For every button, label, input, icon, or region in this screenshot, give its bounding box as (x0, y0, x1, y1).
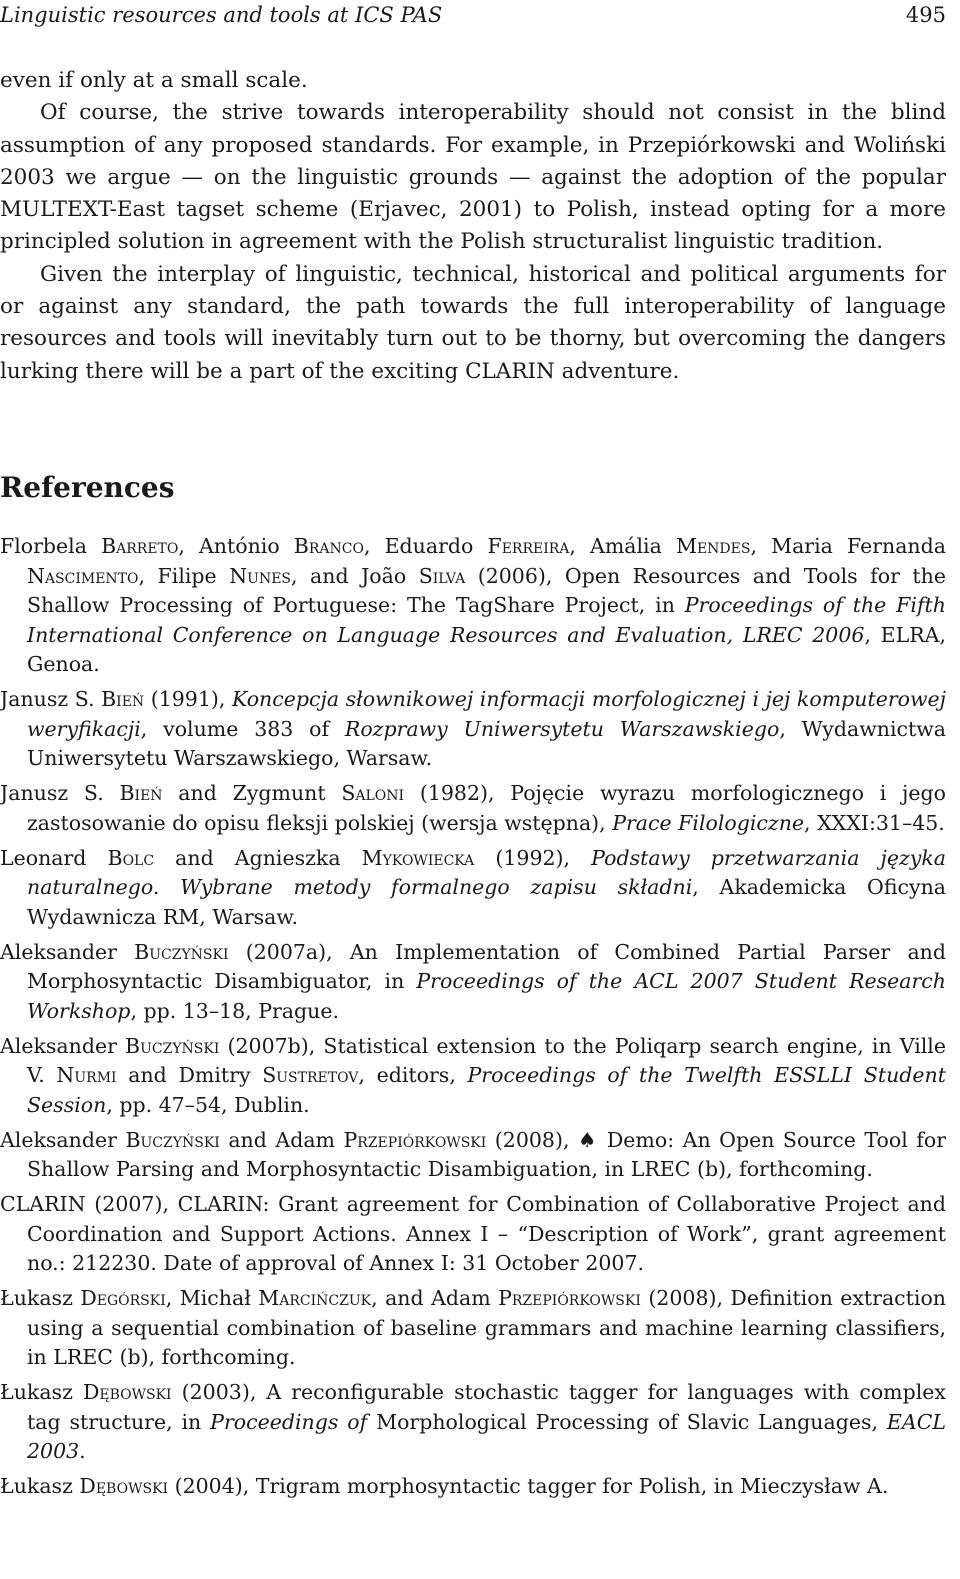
reference-entry (0, 532, 946, 680)
running-title: Linguistic resources and tools at ICS PAS (0, 3, 443, 27)
ref-text: , and Adam (371, 1286, 499, 1310)
ref-text: (1991), (144, 687, 232, 711)
ref-text: Janusz S. (0, 687, 102, 711)
ref-text: , pp. 47–54, Dublin. (106, 1092, 310, 1117)
ref-text: , Michał (165, 1286, 259, 1310)
ref-text: (2006), Open Resources and Tools for the Shallow Processing of Portuguese: The TagShare Project, in (27, 563, 946, 617)
author-surname: Bolc (107, 845, 155, 870)
ref-text: , and João (291, 563, 419, 588)
ref-text: , volume 383 of (140, 716, 345, 741)
author-surname: Nunes (229, 563, 291, 588)
ref-text: Aleksander (0, 939, 135, 964)
ref-text: (2004), Trigram morphosyntactic tagger for Polish, in Mieczysław A. (168, 1474, 889, 1498)
ref-text: (1982), Pojęcie wyrazu morfologicznego i jego zastosowanie do opisu fleksji polskiej (wersja wstępna), (27, 781, 946, 835)
author-surname: Nascimento (27, 563, 139, 588)
references-heading: References (0, 471, 175, 504)
ref-text: , ELRA, Genoa. (27, 622, 947, 676)
ref-text: Aleksander (0, 1033, 126, 1058)
reference-entry (0, 1032, 946, 1121)
author-surname: Mendes (675, 534, 751, 558)
author-surname: Nurmi (56, 1063, 117, 1087)
paragraph-continuation: even if only at a small scale. (0, 68, 308, 93)
ref-text: (2008), Definition extraction using a sequential combination of baseline grammars and machine learning classifiers, in LREC (b), forthcoming. (27, 1286, 946, 1369)
author-surname: Mykowiecka (361, 845, 475, 870)
ref-text: , Maria Fernanda (750, 534, 946, 558)
author-surname: Sustretov (262, 1063, 359, 1087)
author-surname: Dębowski (82, 1380, 172, 1404)
venue-title: Proceedings of the ACL 2007 Student Research Workshop (27, 969, 946, 1023)
ref-text: Demo: An Open Source Tool for Shallow Parsing and Morphosyntactic Disambiguation, in LREC (b), forthcoming. (27, 1127, 946, 1181)
author-surname: Branco (293, 534, 364, 558)
ref-text: (2007b), Statistical extension to the Poliqarp search engine, in Ville V. (27, 1033, 946, 1087)
ref-text: Leonard (0, 845, 108, 870)
ref-text: Łukasz (0, 1474, 80, 1498)
venue-title: Proceedings of (210, 1409, 368, 1434)
reference-entry (0, 1284, 946, 1373)
ref-text: Łukasz (0, 1380, 83, 1404)
ref-text: Florbela (0, 534, 102, 558)
ref-text: and Agnieszka (154, 845, 362, 870)
ref-text: , Eduardo (363, 534, 488, 558)
paragraph-clarin: Given the interplay of linguistic, technical, historical and political arguments for or against any standard, the path towards the full interoperability of language resources and tools will inevitably turn out to be thorny, but overcoming the dangers lurking there will be a part of the exciting CLARIN adventure. (0, 261, 946, 384)
ref-text: , Amália (569, 534, 676, 558)
ref-text: Aleksander (0, 1127, 126, 1152)
author-surname: Bień (101, 687, 145, 711)
spade-icon: ♠ (577, 1127, 599, 1152)
ref-text: (2007a), An Implementation of Combined Partial Parser and Morphosyntactic Disambiguator, in (27, 939, 946, 993)
author-surname: Silva (418, 563, 466, 588)
venue-title: Proceedings of the Twelfth ESSLLI Student Session (27, 1063, 946, 1117)
author-surname: Buczyński (125, 1127, 220, 1152)
reference-entry (0, 1190, 946, 1279)
page-number: 495 (905, 3, 946, 27)
ref-text: (2008), (486, 1127, 578, 1152)
ref-text: Janusz S. (0, 781, 120, 805)
reference-entry (0, 685, 946, 774)
reference-entry (0, 779, 946, 838)
ref-text: , editors, (358, 1063, 468, 1087)
running-header (0, 0, 946, 30)
author-surname: Degórski (80, 1286, 166, 1310)
author-surname: Dębowski (79, 1474, 169, 1498)
ref-text: , Wydawnictwa Uniwersytetu Warszawskiego, Warsaw. (27, 716, 946, 770)
reference-entry (0, 1378, 946, 1467)
author-surname: Przepiórkowski (343, 1127, 487, 1152)
references-list (0, 532, 946, 1507)
venue-title: Proceedings of the Fifth International Conference on Language Resources and Evaluation, LREC 2006 (27, 593, 946, 647)
ref-text: , XXXI:31–45. (804, 810, 945, 835)
author-surname: Bień (119, 781, 163, 805)
author-surname: Saloni (341, 781, 405, 805)
reference-entry (0, 844, 946, 933)
ref-text: . (79, 1439, 86, 1463)
ref-text: Łukasz (0, 1286, 81, 1310)
ref-text: CLARIN (2007), CLARIN: Grant agreement for Combination of Collaborative Project and Coordination and Support Actions. Annex I – “Description of Work”, grant agreement no.: 212230. Date of approval of Annex I: 31 October 2007. (0, 1192, 946, 1275)
author-surname: Przepiórkowski (498, 1286, 641, 1310)
ref-text: and Dmitry (116, 1063, 263, 1087)
reference-entry (0, 938, 946, 1027)
work-title: Koncepcja słownikowej informacji morfologicznej i jej komputerowej weryfikacji (27, 687, 947, 741)
author-surname: Buczyński (134, 939, 229, 964)
ref-text: , pp. 13–18, Prague. (130, 998, 339, 1023)
series-title: Rozprawy Uniwersytetu Warszawskiego (344, 716, 780, 741)
paragraph-interoperability: Of course, the strive towards interoperability should not consist in the blind assumption of any proposed standards. For example, in Przepiórkowski and Woliński 2003 we argue — on the linguistic grounds — against the adoption of the popular MULTEXT-East tagset scheme (Erjavec, 2001) to Polish, instead opting for a more principled solution in agreement with the Polish structuralist linguistic tradition. (0, 100, 946, 255)
ref-text: and Zygmunt (162, 781, 342, 805)
ref-text: , António (178, 534, 294, 558)
ref-text: (1992), (474, 845, 592, 870)
ref-text: , Filipe (138, 563, 230, 588)
journal-title: Prace Filologiczne (612, 810, 805, 835)
ref-text: and Adam (219, 1127, 344, 1152)
ref-text: (2003), A reconfigurable stochastic tagger for languages with complex tag structure, in (27, 1380, 946, 1434)
author-surname: Barreto (101, 534, 179, 558)
reference-entry (0, 1126, 946, 1185)
ref-text: Morphological Processing of Slavic Languages, (367, 1409, 887, 1434)
author-surname: Buczyński (125, 1033, 220, 1058)
body-text (0, 65, 946, 388)
work-title: Podstawy przetwarzania języka naturalnego. Wybrane metody formalnego zapisu składni (27, 845, 947, 899)
author-surname: Ferreira (487, 534, 570, 558)
author-surname: Marcińczuk (258, 1286, 372, 1310)
ref-text: , Akademicka Oficyna Wydawnicza RM, Warsaw. (27, 875, 946, 929)
venue-title: EACL 2003 (27, 1409, 946, 1463)
reference-entry (0, 1472, 946, 1502)
